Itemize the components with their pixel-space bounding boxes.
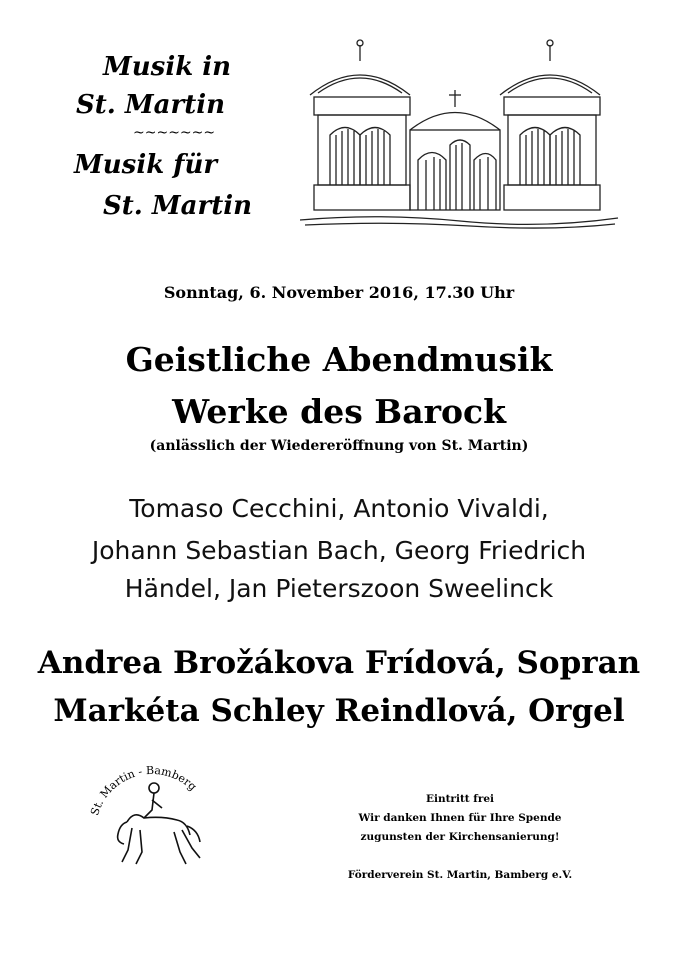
admission-text: Eintritt frei (425, 793, 495, 805)
composers-line-3: Händel, Jan Pieterszoon Sweelinck (124, 574, 554, 603)
organ-drawing-icon (300, 35, 620, 230)
info-block (320, 790, 600, 885)
header-separator: ~~~~~~~ (133, 125, 216, 141)
composers-line-2: Johann Sebastian Bach, Georg Friedrich (91, 536, 587, 565)
event-date: Sonntag, 6. November 2016, 17.30 Uhr (163, 283, 515, 302)
performer-organ: Markéta Schley Reindlová, Orgel (53, 693, 625, 729)
logo (82, 760, 222, 880)
svg-text:St. Martin - Bamberg (88, 764, 199, 817)
horse-rider-icon (82, 760, 222, 880)
event-title-line-1: Geistliche Abendmusik (125, 340, 553, 379)
header-line-4: St. Martin (103, 191, 253, 221)
composers-line-1: Tomaso Cecchini, Antonio Vivaldi, (129, 494, 549, 523)
header-line-2: St. Martin (76, 90, 226, 120)
donation-purpose-text: zugunsten der Kirchensanierung! (360, 831, 560, 843)
logo-text: St. Martin - Bamberg (88, 763, 200, 818)
header-line-3: Musik für (74, 150, 218, 180)
event-title-line-2: Werke des Barock (172, 392, 506, 431)
performer-soprano: Andrea Brožákova Frídová, Sopran (37, 645, 641, 681)
event-occasion: (anlässlich der Wiedereröffnung von St. Martin) (149, 438, 529, 454)
thanks-text: Wir danken Ihnen für Ihre Spende (358, 812, 562, 824)
header-line-1: Musik in (103, 52, 232, 82)
organizer-text: Förderverein St. Martin, Bamberg e.V. (347, 869, 573, 881)
